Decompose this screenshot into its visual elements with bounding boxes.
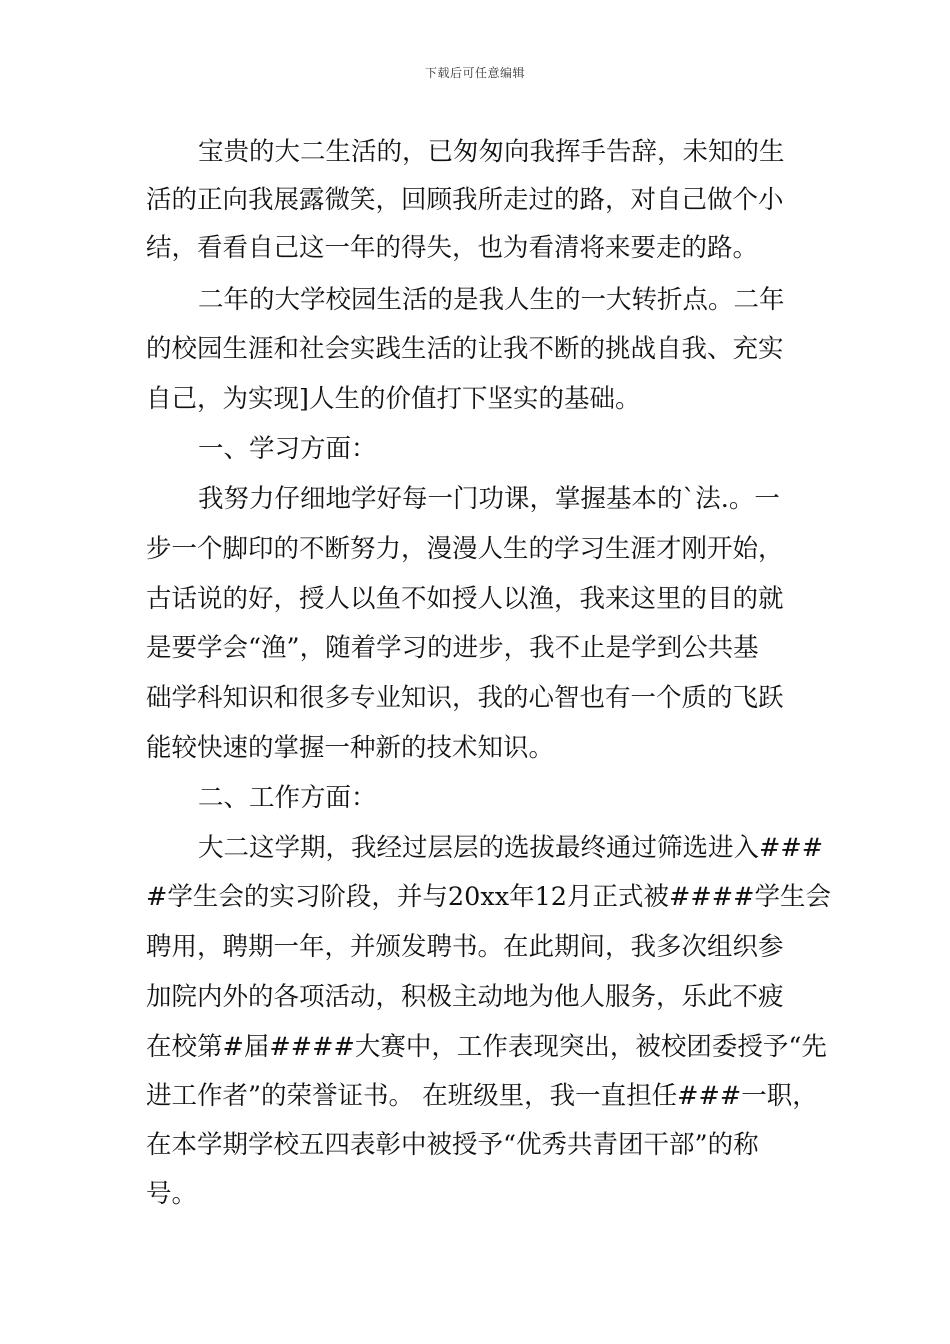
section-heading: 一、学习方面： <box>198 434 377 464</box>
paragraph-line: 二年的大学校园生活的是我人生的一大转折点。二年 <box>198 285 785 315</box>
paragraph-line: 自己，为实现]人生的价值打下坚实的基础。 <box>146 384 641 414</box>
paragraph-line: 大二这学期，我经过层层的选拔最终通过筛选进入### <box>198 833 824 863</box>
paragraph-line: 我努力仔细地学好每一门功课，掌握基本的`法.。一 <box>198 484 780 514</box>
paragraph-line: 活的正向我展露微笑，回顾我所走过的路，对自己做个小 <box>146 185 784 215</box>
page-header: 下载后可任意编辑 <box>424 66 525 80</box>
paragraph-line: 础学科知识和很多专业知识，我的心智也有一个质的飞跃 <box>146 683 784 713</box>
paragraph-line: 宝贵的大二生活的，已匆匆向我挥手告辞，未知的生 <box>198 137 785 167</box>
paragraph-line: 是要学会“渔”，随着学习的进步，我不止是学到公共基 <box>146 633 759 663</box>
paragraph-line: 步一个脚印的不断努力，漫漫人生的学习生涯才刚开始， <box>146 534 784 564</box>
paragraph-line: 结，看看自己这一年的得失，也为看清将来要走的路。 <box>146 233 759 263</box>
paragraph-line: 号。 <box>146 1179 198 1209</box>
paragraph-line: 进工作者”的荣誉证书。 在班级里，我一直担任###一职， <box>146 1081 818 1111</box>
paragraph-line: 古话说的好，授人以鱼不如授人以渔，我来这里的目的就 <box>146 584 784 614</box>
paragraph-line: 能较快速的掌握一种新的技术知识。 <box>146 733 555 763</box>
section-heading: 二、工作方面： <box>198 783 377 813</box>
paragraph-line: 聘用，聘期一年，并颁发聘书。在此期间，我多次组织参 <box>146 932 784 962</box>
paragraph-line: 的校园生涯和社会实践生活的让我不断的挑战自我、充实 <box>146 334 784 364</box>
paragraph-line: 加院内外的各项活动，积极主动地为他人服务，乐此不疲 <box>146 982 784 1012</box>
paragraph-line: #学生会的实习阶段，并与20xx年12月正式被####学生会 <box>146 882 831 912</box>
paragraph-line: 在校第#届####大赛中，工作表现突出，被校团委授予“先 <box>146 1032 827 1062</box>
paragraph-line: 在本学期学校五四表彰中被授予“优秀共青团干部”的称 <box>146 1130 759 1160</box>
